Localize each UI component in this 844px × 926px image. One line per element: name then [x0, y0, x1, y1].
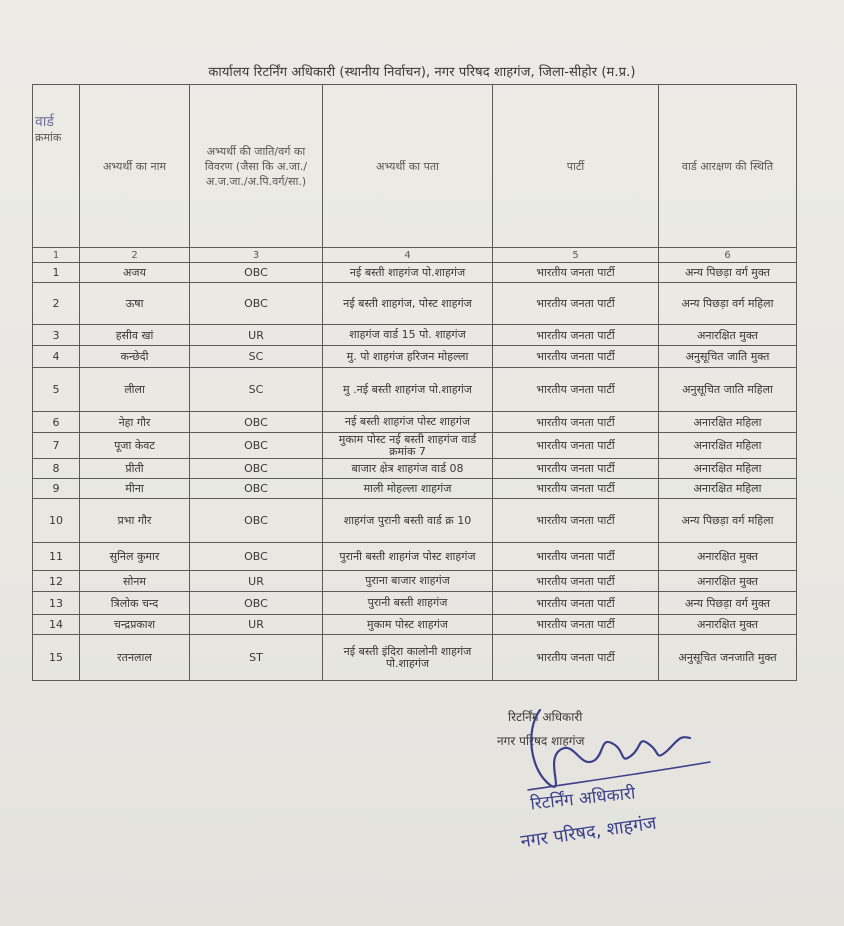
- cell-reservation: अनुसूचित जाति मुक्त: [659, 346, 797, 368]
- table-row: [33, 499, 797, 543]
- cell-serial: 8: [33, 459, 80, 479]
- cell-address: मु. पो शाहगंज हरिजन मोहल्ला: [323, 346, 493, 368]
- table-row: [33, 592, 797, 615]
- cell-party: भारतीय जनता पार्टी: [493, 368, 659, 412]
- cell-reservation: अन्य पिछड़ा वर्ग महिला: [659, 283, 797, 325]
- table-row: [33, 283, 797, 325]
- cell-party: भारतीय जनता पार्टी: [493, 325, 659, 346]
- cell-reservation: अनारक्षित मुक्त: [659, 325, 797, 346]
- cell-category: OBC: [190, 433, 323, 459]
- cell-serial: 2: [33, 283, 80, 325]
- cell-address: नई बस्ती शाहगंज, पोस्ट शाहगंज: [323, 283, 493, 325]
- cell-reservation: अनारक्षित मुक्त: [659, 615, 797, 635]
- cell-party: भारतीय जनता पार्टी: [493, 499, 659, 543]
- cell-address: मु .नई बस्ती शाहगंज पो.शाहगंज: [323, 368, 493, 412]
- cell-candidate-name: प्रीती: [80, 459, 190, 479]
- header-reservation: वार्ड आरक्षण की स्थिति: [659, 85, 797, 248]
- cell-category: OBC: [190, 459, 323, 479]
- table-row: [33, 615, 797, 635]
- header-party: पार्टी: [493, 85, 659, 248]
- cell-category: UR: [190, 325, 323, 346]
- cell-candidate-name: प्रभा गौर: [80, 499, 190, 543]
- cell-serial: 15: [33, 635, 80, 681]
- header-serial: [33, 85, 80, 248]
- cell-candidate-name: सोनम: [80, 571, 190, 592]
- cell-party: भारतीय जनता पार्टी: [493, 263, 659, 283]
- cell-serial: 9: [33, 479, 80, 499]
- cell-party: भारतीय जनता पार्टी: [493, 412, 659, 433]
- cell-reservation: अनारक्षित मुक्त: [659, 543, 797, 571]
- cell-category: SC: [190, 368, 323, 412]
- stamp-office: नगर परिषद, शाहगंज: [519, 812, 658, 853]
- cell-reservation: अनारक्षित महिला: [659, 412, 797, 433]
- table-header-row: [33, 85, 797, 248]
- cell-party: भारतीय जनता पार्टी: [493, 615, 659, 635]
- column-number: 5: [493, 248, 659, 263]
- cell-reservation: अनुसूचित जनजाति मुक्त: [659, 635, 797, 681]
- cell-category: UR: [190, 615, 323, 635]
- cell-reservation: अन्य पिछड़ा वर्ग मुक्त: [659, 263, 797, 283]
- cell-serial: 3: [33, 325, 80, 346]
- cell-address: पुरानी बस्ती शाहगंज: [323, 592, 493, 615]
- cell-candidate-name: रतनलाल: [80, 635, 190, 681]
- signature-office: नगर परिषद शाहगंज: [497, 734, 585, 748]
- cell-category: OBC: [190, 283, 323, 325]
- cell-reservation: अनारक्षित महिला: [659, 479, 797, 499]
- cell-serial: 11: [33, 543, 80, 571]
- cell-address: पुरानी बस्ती शाहगंज पोस्ट शाहगंज: [323, 543, 493, 571]
- cell-address: नई बस्ती शाहगंज पो.शाहगंज: [323, 263, 493, 283]
- cell-party: भारतीय जनता पार्टी: [493, 283, 659, 325]
- cell-candidate-name: कन्छेदी: [80, 346, 190, 368]
- table-row: [33, 543, 797, 571]
- cell-candidate-name: अजय: [80, 263, 190, 283]
- table-row: [33, 346, 797, 368]
- cell-address: शाहगंज पुरानी बस्ती वार्ड क्र 10: [323, 499, 493, 543]
- header-serial-label: क्रमांक: [35, 131, 62, 144]
- cell-address: पुराना बाजार शाहगंज: [323, 571, 493, 592]
- cell-address: शाहगंज वार्ड 15 पो. शाहगंज: [323, 325, 493, 346]
- cell-category: OBC: [190, 412, 323, 433]
- cell-reservation: अनारक्षित महिला: [659, 433, 797, 459]
- cell-serial: 7: [33, 433, 80, 459]
- cell-party: भारतीय जनता पार्टी: [493, 543, 659, 571]
- cell-party: भारतीय जनता पार्टी: [493, 571, 659, 592]
- cell-party: भारतीय जनता पार्टी: [493, 592, 659, 615]
- signature-title: रिटर्निंग अधिकारी: [508, 710, 583, 724]
- cell-party: भारतीय जनता पार्टी: [493, 479, 659, 499]
- cell-serial: 14: [33, 615, 80, 635]
- column-number: 4: [323, 248, 493, 263]
- cell-candidate-name: नेहा गौर: [80, 412, 190, 433]
- cell-candidate-name: चन्द्रप्रकाश: [80, 615, 190, 635]
- table-row: [33, 459, 797, 479]
- table-row: [33, 263, 797, 283]
- cell-serial: 6: [33, 412, 80, 433]
- table-row: [33, 479, 797, 499]
- cell-category: OBC: [190, 479, 323, 499]
- table-row: [33, 433, 797, 459]
- stamp-title: रिटर्निंग अधिकारी: [529, 783, 637, 815]
- column-number: 2: [80, 248, 190, 263]
- cell-serial: 1: [33, 263, 80, 283]
- header-ward-handwritten: वार्ड: [35, 114, 54, 130]
- header-address: अभ्यर्थी का पता: [323, 85, 493, 248]
- cell-candidate-name: मीना: [80, 479, 190, 499]
- cell-category: OBC: [190, 592, 323, 615]
- cell-candidate-name: ऊषा: [80, 283, 190, 325]
- cell-category: OBC: [190, 263, 323, 283]
- cell-party: भारतीय जनता पार्टी: [493, 346, 659, 368]
- cell-address: मुकाम पोस्ट शाहगंज: [323, 615, 493, 635]
- cell-serial: 10: [33, 499, 80, 543]
- cell-reservation: अन्य पिछड़ा वर्ग मुक्त: [659, 592, 797, 615]
- cell-party: भारतीय जनता पार्टी: [493, 635, 659, 681]
- cell-candidate-name: त्रिलोक चन्द: [80, 592, 190, 615]
- cell-reservation: अन्य पिछड़ा वर्ग महिला: [659, 499, 797, 543]
- header-name: अभ्यर्थी का नाम: [80, 85, 190, 248]
- cell-candidate-name: लीला: [80, 368, 190, 412]
- table-row: [33, 368, 797, 412]
- cell-candidate-name: पूजा केवट: [80, 433, 190, 459]
- cell-reservation: अनारक्षित मुक्त: [659, 571, 797, 592]
- document-title: कार्यालय रिटर्निंग अधिकारी (स्थानीय निर्वाचन), नगर परिषद शाहगंज, जिला-सीहोर (म.प्र.): [208, 65, 636, 80]
- cell-category: OBC: [190, 543, 323, 571]
- cell-reservation: अनुसूचित जाति महिला: [659, 368, 797, 412]
- table-row: [33, 412, 797, 433]
- cell-party: भारतीय जनता पार्टी: [493, 459, 659, 479]
- column-number-row: [33, 248, 797, 263]
- table-row: [33, 635, 797, 681]
- cell-serial: 5: [33, 368, 80, 412]
- cell-serial: 12: [33, 571, 80, 592]
- cell-category: ST: [190, 635, 323, 681]
- table-row: [33, 325, 797, 346]
- cell-reservation: अनारक्षित महिला: [659, 459, 797, 479]
- cell-candidate-name: सुनिल कुमार: [80, 543, 190, 571]
- candidate-table: [32, 84, 797, 681]
- table-row: [33, 571, 797, 592]
- cell-category: UR: [190, 571, 323, 592]
- cell-party: भारतीय जनता पार्टी: [493, 433, 659, 459]
- column-number: 3: [190, 248, 323, 263]
- header-category: अभ्यर्थी की जाति/वर्ग का विवरण (जैसा कि अ.जा./अ.ज.जा./अ.पि.वर्ग/सा.): [190, 85, 323, 248]
- cell-address: बाजार क्षेत्र शाहगंज वार्ड 08: [323, 459, 493, 479]
- cell-category: SC: [190, 346, 323, 368]
- cell-serial: 13: [33, 592, 80, 615]
- cell-category: OBC: [190, 499, 323, 543]
- cell-address: नई बस्ती शाहगंज पोस्ट शाहगंज: [323, 412, 493, 433]
- cell-candidate-name: हसीव खां: [80, 325, 190, 346]
- column-number: 1: [33, 248, 80, 263]
- cell-address: नई बस्ती इंदिरा कालोनी शाहगंज पो.शाहगंज: [323, 635, 493, 681]
- cell-address: मुकाम पोस्ट नई बस्ती शाहगंज वार्ड क्रमांक 7: [323, 433, 493, 459]
- cell-address: माली मोहल्ला शाहगंज: [323, 479, 493, 499]
- cell-serial: 4: [33, 346, 80, 368]
- column-number: 6: [659, 248, 797, 263]
